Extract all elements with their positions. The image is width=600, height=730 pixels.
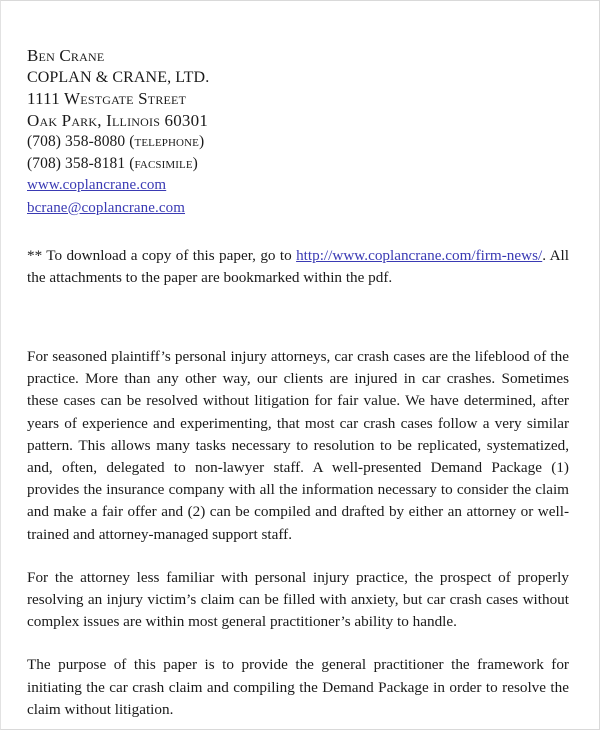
body-copy — [27, 346, 569, 721]
download-note-prefix: ** To download a copy of this paper, go to — [27, 247, 297, 264]
telephone-line — [27, 131, 569, 153]
firm-name: COPLAN & CRANE, LTD. — [27, 68, 210, 86]
email-line — [27, 197, 569, 220]
firm-news-link[interactable]: http://www.coplancrane.com/firm-news/ — [296, 247, 543, 264]
paragraph: For the attorney less familiar with personal injury practice, the prospect of properly resolving an injury victim’s claim can be filled with anxiety, but car crash cases without complex issues are within most general practitioner’s ability to handle. — [27, 568, 569, 631]
street-address: 1111 Westgate Street — [27, 89, 187, 108]
paragraph: For seasoned plaintiff’s personal injury attorneys, car crash cases are the lifeblood of the practice. More than any other way, our clients are injured in car crashes. Sometimes these cases can be resolved without litigation for fair value. We have determined, after years of experience and experimenting, that most car crash cases follow a very similar pattern. This allows many tasks necessary to resolution to be replicated, systematized, and, often, delegated to non-lawyer staff. A well-presented Demand Package (1) provides the insurance company with all the information necessary to consider the claim and make a fair offer and (2) can be compiled and drafted by either an attorney or well-trained and attorney-managed support staff. — [27, 348, 569, 543]
download-note — [27, 245, 569, 288]
facsimile-label: (facsimile) — [129, 154, 198, 172]
facsimile-number: (708) 358-8181 — [27, 154, 130, 172]
letterhead-block — [27, 45, 569, 219]
email-link[interactable]: bcrane@coplancrane.com — [27, 199, 186, 216]
telephone-number: (708) 358-8080 — [27, 133, 130, 150]
paragraph: The purpose of this paper is to provide the general practitioner the framework for initiating the car crash claim and compiling the Demand Package in order to resolve the claim without litigation. — [27, 656, 569, 718]
city-state-zip: Oak Park, Illinois 60301 — [27, 110, 209, 130]
website-line — [27, 174, 569, 197]
author-name: Ben Crane — [27, 46, 105, 65]
download-note-suffix: . All the attachments to the paper are bookmarked within the pdf. — [27, 247, 569, 286]
telephone-label: (telephone) — [129, 133, 205, 150]
website-link[interactable]: www.coplancrane.com — [27, 177, 167, 193]
facsimile-line — [27, 153, 569, 175]
